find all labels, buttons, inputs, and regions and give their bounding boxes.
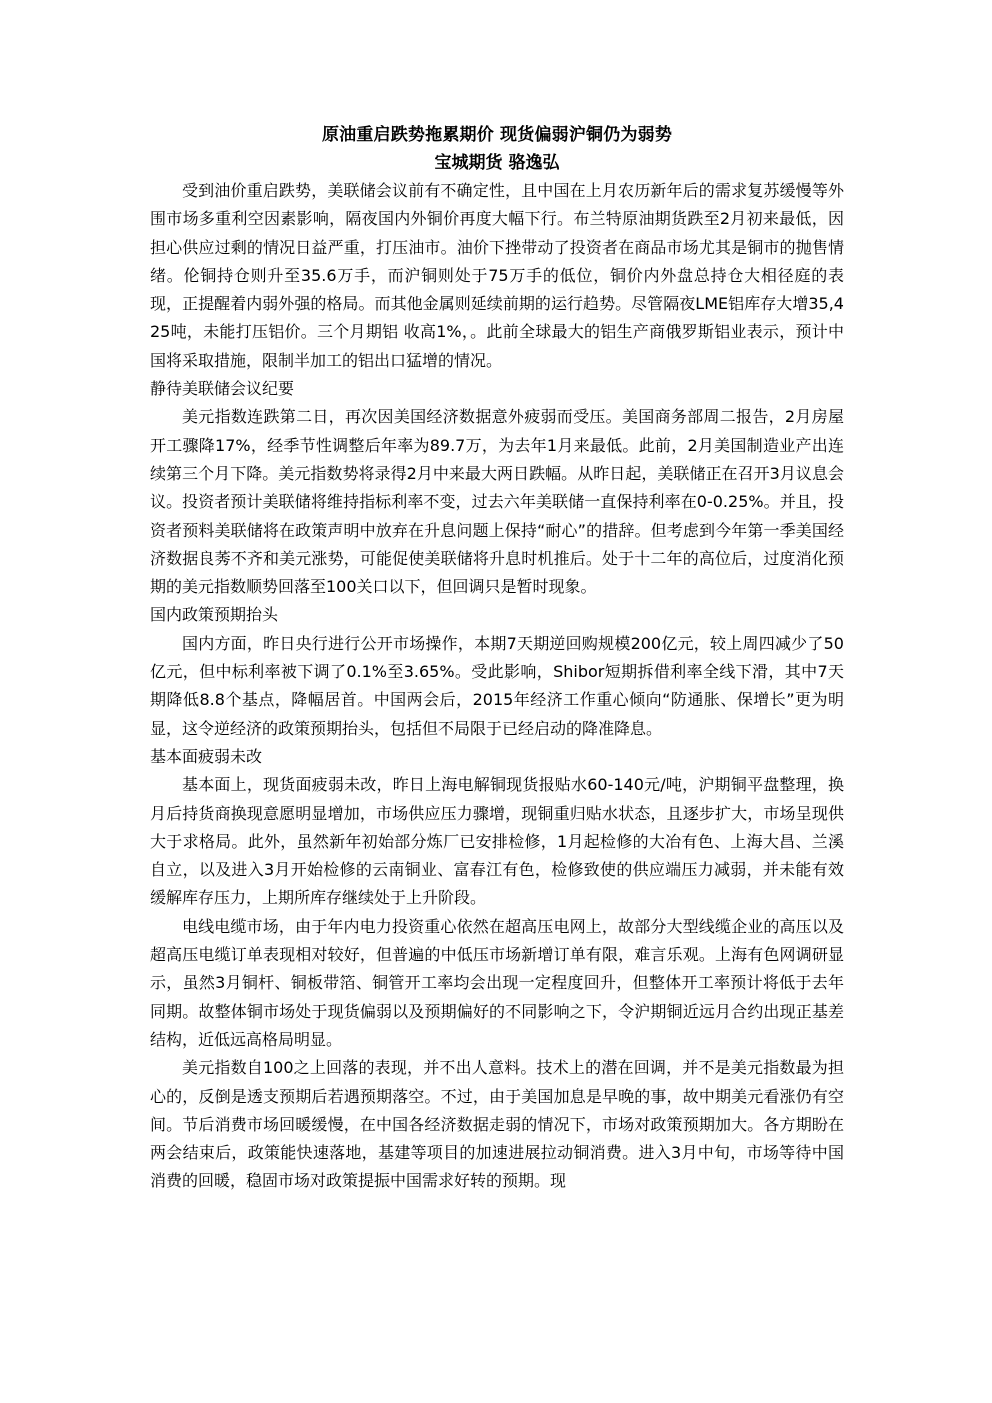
domestic-policy-paragraph: 国内方面，昨日央行进行公开市场操作，本期7天期逆回购规模200亿元，较上周四减少了50亿元，但中标利率被下调了0.1%至3.65%。受此影响，Shibor短期拆借利率全线下滑，其中7天期降低8.8个基点，降幅居首。中国两会后，2015年经济工作重心倾向“防通胀、保增长”更为明显，这令逆经济的政策预期抬头，包括但不局限于已经启动的降准降息。: [150, 633, 844, 738]
article-title: 原油重启跌势拖累期价 现货偏弱沪铜仍为弱势: [321, 125, 673, 145]
document-page: [150, 122, 844, 1196]
fundamentals-paragraph-2: 电线电缆市场，由于年内电力投资重心依然在超高压电网上，故部分大型线缆企业的高压以及超高压电缆订单表现相对较好，但普遍的中低压市场新增订单有限，难言乐观。上海有色网调研显示，虽然3月铜杆、铜板带箔、铜管开工率均会出现一定程度回升，但整体开工率预计将低于去年同期。故整体铜市场处于现货偏弱以及预期偏好的不同影响之下，令沪期铜近远月合约出现正基差结构，近低远高格局明显。: [150, 916, 844, 1049]
section-heading-fundamentals: 基本面疲弱未改: [150, 746, 263, 766]
article-byline: 宝城期货 骆逸弘: [434, 153, 560, 173]
section-heading-fed-meeting: 静待美联储会议纪要: [150, 379, 295, 399]
fed-meeting-paragraph: 美元指数连跌第二日，再次因美国经济数据意外疲弱而受压。美国商务部周二报告，2月房屋开工骤降17%，经季节性调整后年率为89.7万，为去年1月来最低。此前，2月美国制造业产出连续第三个月下降。美元指数势将录得2月中来最大两日跌幅。从昨日起，美联储正在召开3月议息会议。投资者预计美联储将维持指标利率不变，过去六年美联储一直保持利率在0-0.25%。并且，投资者预料美联储将在政策声明中放弃在升息问题上保持“耐心”的措辞。但考虑到今年第一季美国经济数据良莠不齐和美元涨势，可能促使美联储将升息时机推后。处于十二年的高位后，过度消化预期的美元指数顺势回落至100关口以下，但回调只是暂时现象。: [150, 407, 844, 597]
intro-paragraph: 受到油价重启跌势，美联储会议前有不确定性，且中国在上月农历新年后的需求复苏缓慢等外围市场多重利空因素影响，隔夜国内外铜价再度大幅下行。布兰特原油期货跌至2月初来最低，因担心供应过剩的情况日益严重，打压油市。油价下挫带动了投资者在商品市场尤其是铜市的抛售情绪。伦铜持仓则升至35.6万手，而沪铜则处于75万手的低位，铜价内外盘总持仓大相径庭的表现，正提醒着内弱外强的格局。而其他金属则延续前期的运行趋势。尽管隔夜LME铝库存大增35,425吨，未能打压铝价。三个月期铝 收高1%，。此前全球最大的铝生产商俄罗斯铝业表示，预计中国将采取措施，限制半加工的铝出口猛增的情况。: [150, 181, 844, 370]
fundamentals-paragraph-1: 基本面上，现货面疲弱未改，昨日上海电解铜现货报贴水60-140元/吨，沪期铜平盘整理，换月后持货商换现意愿明显增加，市场供应压力骤增，现铜重归贴水状态，且逐步扩大，市场呈现供大于求格局。此外，虽然新年初始部分炼厂已安排检修，1月起检修的大冶有色、上海大昌、兰溪自立，以及进入3月开始检修的云南铜业、富春江有色，检修致使的供应端压力减弱，并未能有效缓解库存压力，上期所库存继续处于上升阶段。: [150, 775, 844, 908]
fundamentals-paragraph-3: 美元指数自100之上回落的表现，并不出人意料。技术上的潜在回调，并不是美元指数最为担心的，反倒是透支预期后若遇预期落空。不过，由于美国加息是早晚的事，故中期美元看涨仍有空间。节后消费市场回暖缓慢，在中国各经济数据走弱的情况下，市场对政策预期加大。各方期盼在两会结束后，政策能快速落地，基建等项目的加速进展拉动铜消费。进入3月中旬，市场等待中国消费的回暖，稳固市场对政策提振中国需求好转的预期。现: [150, 1058, 844, 1191]
section-heading-domestic-policy: 国内政策预期抬头: [150, 605, 279, 625]
